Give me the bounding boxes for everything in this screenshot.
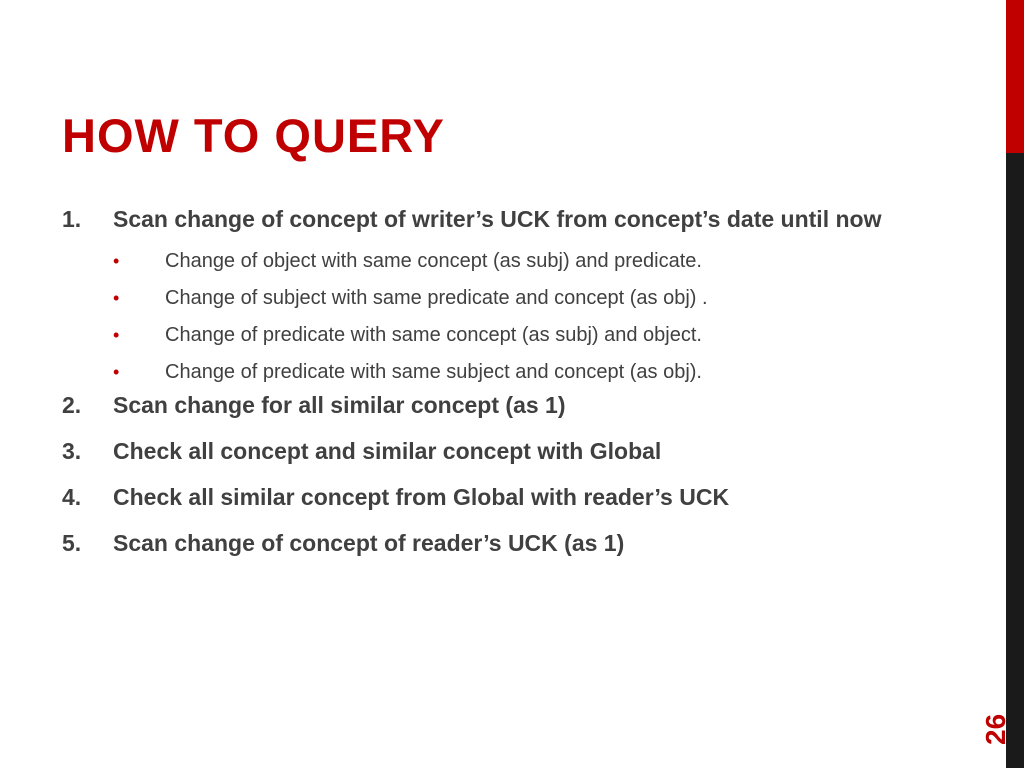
list-number: 3. (62, 438, 82, 464)
bullet-icon: • (113, 288, 120, 308)
bullet-item (113, 283, 922, 313)
bullet-item (113, 320, 922, 350)
list-item (62, 388, 922, 422)
list-item (62, 526, 922, 560)
page-number: 26 (980, 713, 1011, 745)
list-item (62, 480, 922, 514)
bullet-icon: • (113, 362, 120, 382)
list-item-text: Check all similar concept from Global with reader’s UCK (113, 484, 730, 510)
bullet-icon: • (113, 251, 120, 271)
bullet-icon: • (113, 325, 120, 345)
bullet-item-text: Change of subject with same predicate and concept (as obj) . (165, 287, 708, 309)
list-item (62, 202, 922, 387)
bullet-item-text: Change of predicate with same subject and concept (as obj). (165, 361, 702, 383)
bullet-item-text: Change of object with same concept (as subj) and predicate. (165, 250, 702, 272)
list-number: 4. (62, 484, 82, 510)
slide-title: HOW TO QUERY (62, 109, 445, 162)
bullet-item (113, 357, 922, 387)
list-number: 1. (62, 206, 82, 232)
list-number: 2. (62, 392, 82, 418)
numbered-list (62, 202, 922, 560)
sidebar-red-bar (1006, 0, 1024, 153)
list-item (62, 434, 922, 468)
list-item-text: Check all concept and similar concept with Global (113, 438, 662, 464)
bullet-item (113, 246, 922, 276)
list-item-text: Scan change of concept of writer’s UCK from concept’s date until now (113, 206, 882, 232)
list-item-text: Scan change of concept of reader’s UCK (as 1) (113, 530, 625, 556)
bullet-list (113, 246, 922, 387)
bullet-item-text: Change of predicate with same concept (as subj) and object. (165, 324, 702, 346)
sidebar-dark-bar (1006, 153, 1024, 768)
list-number: 5. (62, 530, 82, 556)
list-item-text: Scan change for all similar concept (as 1) (113, 392, 566, 418)
